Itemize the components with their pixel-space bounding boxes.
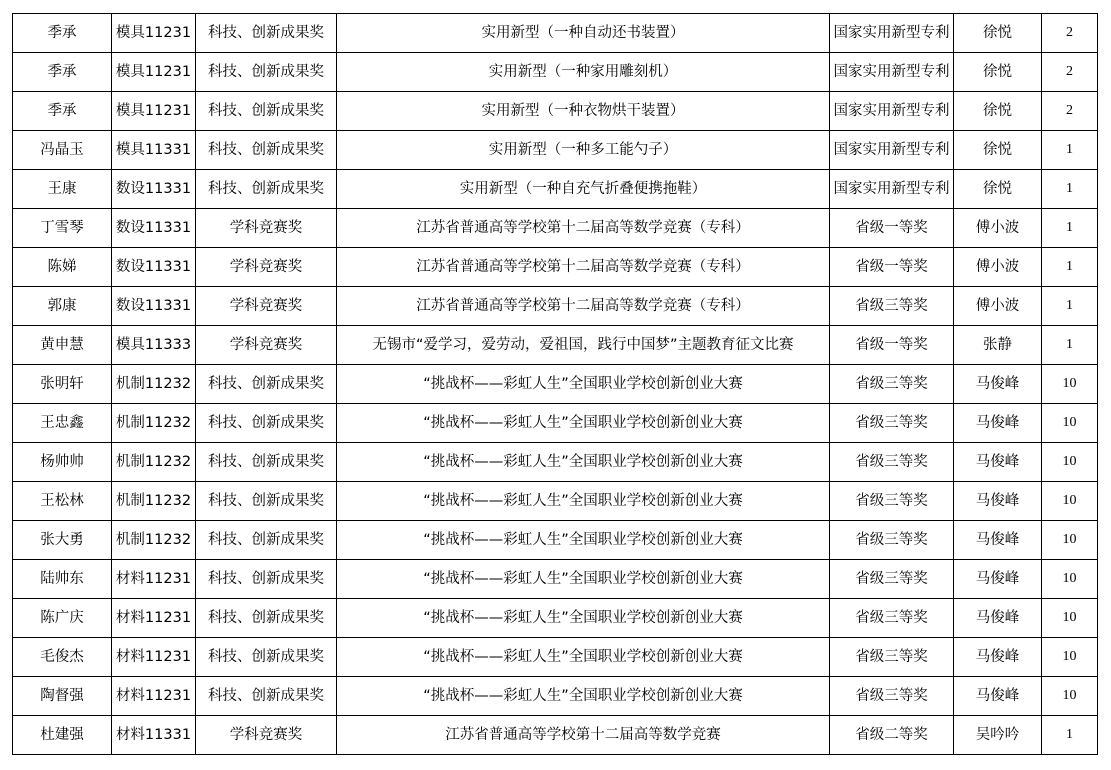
table-row <box>13 521 1098 560</box>
award-category-cell: 学科竞赛奖 <box>196 716 337 755</box>
advisor-cell: 马俊峰 <box>954 365 1042 404</box>
table-row <box>13 365 1098 404</box>
student-name-cell: 郭康 <box>13 287 112 326</box>
award-level-cell: 国家实用新型专利 <box>830 92 954 131</box>
student-name-cell: 季承 <box>13 53 112 92</box>
table-row <box>13 14 1098 53</box>
project-name-cell: 实用新型（一种衣物烘干装置） <box>337 92 830 131</box>
project-name-cell: 江苏省普通高等学校第十二届高等数学竞赛（专科） <box>337 287 830 326</box>
award-category-cell: 科技、创新成果奖 <box>196 443 337 482</box>
project-name-cell: “挑战杯——彩虹人生”全国职业学校创新创业大赛 <box>337 677 830 716</box>
award-category-cell: 学科竞赛奖 <box>196 209 337 248</box>
table-row <box>13 170 1098 209</box>
points-cell: 10 <box>1042 521 1098 560</box>
class-cell: 模具11331 <box>112 131 196 170</box>
advisor-cell: 傅小波 <box>954 248 1042 287</box>
award-category-cell: 科技、创新成果奖 <box>196 365 337 404</box>
table-row <box>13 599 1098 638</box>
award-level-cell: 省级一等奖 <box>830 248 954 287</box>
award-category-cell: 科技、创新成果奖 <box>196 560 337 599</box>
student-name-cell: 王康 <box>13 170 112 209</box>
award-level-cell: 国家实用新型专利 <box>830 131 954 170</box>
award-category-cell: 科技、创新成果奖 <box>196 131 337 170</box>
advisor-cell: 徐悦 <box>954 170 1042 209</box>
table-row <box>13 209 1098 248</box>
student-name-cell: 毛俊杰 <box>13 638 112 677</box>
class-cell: 材料11231 <box>112 599 196 638</box>
class-cell: 数设11331 <box>112 209 196 248</box>
points-cell: 1 <box>1042 248 1098 287</box>
project-name-cell: 实用新型（一种自动还书装置） <box>337 14 830 53</box>
student-name-cell: 陈娣 <box>13 248 112 287</box>
student-name-cell: 王忠鑫 <box>13 404 112 443</box>
table-row <box>13 287 1098 326</box>
class-cell: 模具11231 <box>112 14 196 53</box>
awards-table <box>12 13 1098 755</box>
student-name-cell: 杨帅帅 <box>13 443 112 482</box>
class-cell: 材料11231 <box>112 560 196 599</box>
project-name-cell: 实用新型（一种多工能勺子） <box>337 131 830 170</box>
table-row <box>13 638 1098 677</box>
class-cell: 机制11232 <box>112 521 196 560</box>
class-cell: 数设11331 <box>112 287 196 326</box>
award-category-cell: 学科竞赛奖 <box>196 248 337 287</box>
award-level-cell: 省级三等奖 <box>830 443 954 482</box>
advisor-cell: 马俊峰 <box>954 638 1042 677</box>
class-cell: 模具11333 <box>112 326 196 365</box>
table-row <box>13 443 1098 482</box>
student-name-cell: 陆帅东 <box>13 560 112 599</box>
award-level-cell: 省级一等奖 <box>830 326 954 365</box>
student-name-cell: 黄申慧 <box>13 326 112 365</box>
class-cell: 材料11331 <box>112 716 196 755</box>
award-level-cell: 国家实用新型专利 <box>830 53 954 92</box>
advisor-cell: 马俊峰 <box>954 560 1042 599</box>
points-cell: 1 <box>1042 131 1098 170</box>
advisor-cell: 吴吟吟 <box>954 716 1042 755</box>
class-cell: 模具11231 <box>112 92 196 131</box>
award-level-cell: 省级一等奖 <box>830 209 954 248</box>
award-category-cell: 学科竞赛奖 <box>196 326 337 365</box>
award-level-cell: 省级三等奖 <box>830 404 954 443</box>
points-cell: 10 <box>1042 404 1098 443</box>
points-cell: 10 <box>1042 677 1098 716</box>
table-body <box>13 14 1098 755</box>
table-row <box>13 716 1098 755</box>
advisor-cell: 马俊峰 <box>954 404 1042 443</box>
points-cell: 10 <box>1042 365 1098 404</box>
advisor-cell: 马俊峰 <box>954 443 1042 482</box>
advisor-cell: 傅小波 <box>954 287 1042 326</box>
advisor-cell: 徐悦 <box>954 131 1042 170</box>
table-row <box>13 677 1098 716</box>
project-name-cell: 实用新型（一种自充气折叠便携拖鞋） <box>337 170 830 209</box>
student-name-cell: 季承 <box>13 14 112 53</box>
award-level-cell: 省级二等奖 <box>830 716 954 755</box>
student-name-cell: 杜建强 <box>13 716 112 755</box>
project-name-cell: “挑战杯——彩虹人生”全国职业学校创新创业大赛 <box>337 404 830 443</box>
student-name-cell: 王松林 <box>13 482 112 521</box>
table-row <box>13 53 1098 92</box>
class-cell: 机制11232 <box>112 482 196 521</box>
class-cell: 材料11231 <box>112 677 196 716</box>
project-name-cell: 江苏省普通高等学校第十二届高等数学竞赛（专科） <box>337 248 830 287</box>
points-cell: 10 <box>1042 638 1098 677</box>
award-category-cell: 学科竞赛奖 <box>196 287 337 326</box>
award-category-cell: 科技、创新成果奖 <box>196 170 337 209</box>
award-category-cell: 科技、创新成果奖 <box>196 599 337 638</box>
table-row <box>13 326 1098 365</box>
points-cell: 10 <box>1042 560 1098 599</box>
project-name-cell: 江苏省普通高等学校第十二届高等数学竞赛 <box>337 716 830 755</box>
class-cell: 机制11232 <box>112 443 196 482</box>
points-cell: 10 <box>1042 443 1098 482</box>
advisor-cell: 马俊峰 <box>954 482 1042 521</box>
award-category-cell: 科技、创新成果奖 <box>196 92 337 131</box>
project-name-cell: “挑战杯——彩虹人生”全国职业学校创新创业大赛 <box>337 365 830 404</box>
project-name-cell: “挑战杯——彩虹人生”全国职业学校创新创业大赛 <box>337 560 830 599</box>
points-cell: 1 <box>1042 209 1098 248</box>
table-row <box>13 248 1098 287</box>
table-row <box>13 404 1098 443</box>
award-level-cell: 国家实用新型专利 <box>830 170 954 209</box>
advisor-cell: 张静 <box>954 326 1042 365</box>
student-name-cell: 陈广庆 <box>13 599 112 638</box>
advisor-cell: 徐悦 <box>954 92 1042 131</box>
project-name-cell: “挑战杯——彩虹人生”全国职业学校创新创业大赛 <box>337 443 830 482</box>
points-cell: 1 <box>1042 287 1098 326</box>
advisor-cell: 马俊峰 <box>954 677 1042 716</box>
award-level-cell: 省级三等奖 <box>830 521 954 560</box>
award-level-cell: 国家实用新型专利 <box>830 14 954 53</box>
award-level-cell: 省级三等奖 <box>830 638 954 677</box>
student-name-cell: 季承 <box>13 92 112 131</box>
points-cell: 1 <box>1042 170 1098 209</box>
student-name-cell: 陶督强 <box>13 677 112 716</box>
table-row <box>13 131 1098 170</box>
award-level-cell: 省级三等奖 <box>830 560 954 599</box>
class-cell: 材料11231 <box>112 638 196 677</box>
student-name-cell: 张大勇 <box>13 521 112 560</box>
student-name-cell: 冯晶玉 <box>13 131 112 170</box>
award-level-cell: 省级三等奖 <box>830 482 954 521</box>
project-name-cell: “挑战杯——彩虹人生”全国职业学校创新创业大赛 <box>337 482 830 521</box>
class-cell: 机制11232 <box>112 404 196 443</box>
table-row <box>13 92 1098 131</box>
points-cell: 2 <box>1042 53 1098 92</box>
award-category-cell: 科技、创新成果奖 <box>196 677 337 716</box>
project-name-cell: 实用新型（一种家用雕刻机） <box>337 53 830 92</box>
award-level-cell: 省级三等奖 <box>830 599 954 638</box>
class-cell: 数设11331 <box>112 248 196 287</box>
award-category-cell: 科技、创新成果奖 <box>196 638 337 677</box>
award-category-cell: 科技、创新成果奖 <box>196 53 337 92</box>
project-name-cell: “挑战杯——彩虹人生”全国职业学校创新创业大赛 <box>337 638 830 677</box>
project-name-cell: 江苏省普通高等学校第十二届高等数学竞赛（专科） <box>337 209 830 248</box>
advisor-cell: 傅小波 <box>954 209 1042 248</box>
award-level-cell: 省级三等奖 <box>830 677 954 716</box>
student-name-cell: 丁雪琴 <box>13 209 112 248</box>
advisor-cell: 徐悦 <box>954 14 1042 53</box>
student-name-cell: 张明轩 <box>13 365 112 404</box>
award-category-cell: 科技、创新成果奖 <box>196 404 337 443</box>
class-cell: 机制11232 <box>112 365 196 404</box>
award-level-cell: 省级三等奖 <box>830 365 954 404</box>
award-category-cell: 科技、创新成果奖 <box>196 14 337 53</box>
advisor-cell: 马俊峰 <box>954 599 1042 638</box>
points-cell: 10 <box>1042 482 1098 521</box>
project-name-cell: 无锡市“爱学习，爱劳动，爱祖国，践行中国梦”主题教育征文比赛 <box>337 326 830 365</box>
table-row <box>13 482 1098 521</box>
project-name-cell: “挑战杯——彩虹人生”全国职业学校创新创业大赛 <box>337 521 830 560</box>
award-category-cell: 科技、创新成果奖 <box>196 521 337 560</box>
points-cell: 10 <box>1042 599 1098 638</box>
points-cell: 2 <box>1042 14 1098 53</box>
project-name-cell: “挑战杯——彩虹人生”全国职业学校创新创业大赛 <box>337 599 830 638</box>
table-row <box>13 560 1098 599</box>
advisor-cell: 徐悦 <box>954 53 1042 92</box>
class-cell: 数设11331 <box>112 170 196 209</box>
points-cell: 2 <box>1042 92 1098 131</box>
points-cell: 1 <box>1042 716 1098 755</box>
points-cell: 1 <box>1042 326 1098 365</box>
award-category-cell: 科技、创新成果奖 <box>196 482 337 521</box>
advisor-cell: 马俊峰 <box>954 521 1042 560</box>
award-level-cell: 省级三等奖 <box>830 287 954 326</box>
class-cell: 模具11231 <box>112 53 196 92</box>
